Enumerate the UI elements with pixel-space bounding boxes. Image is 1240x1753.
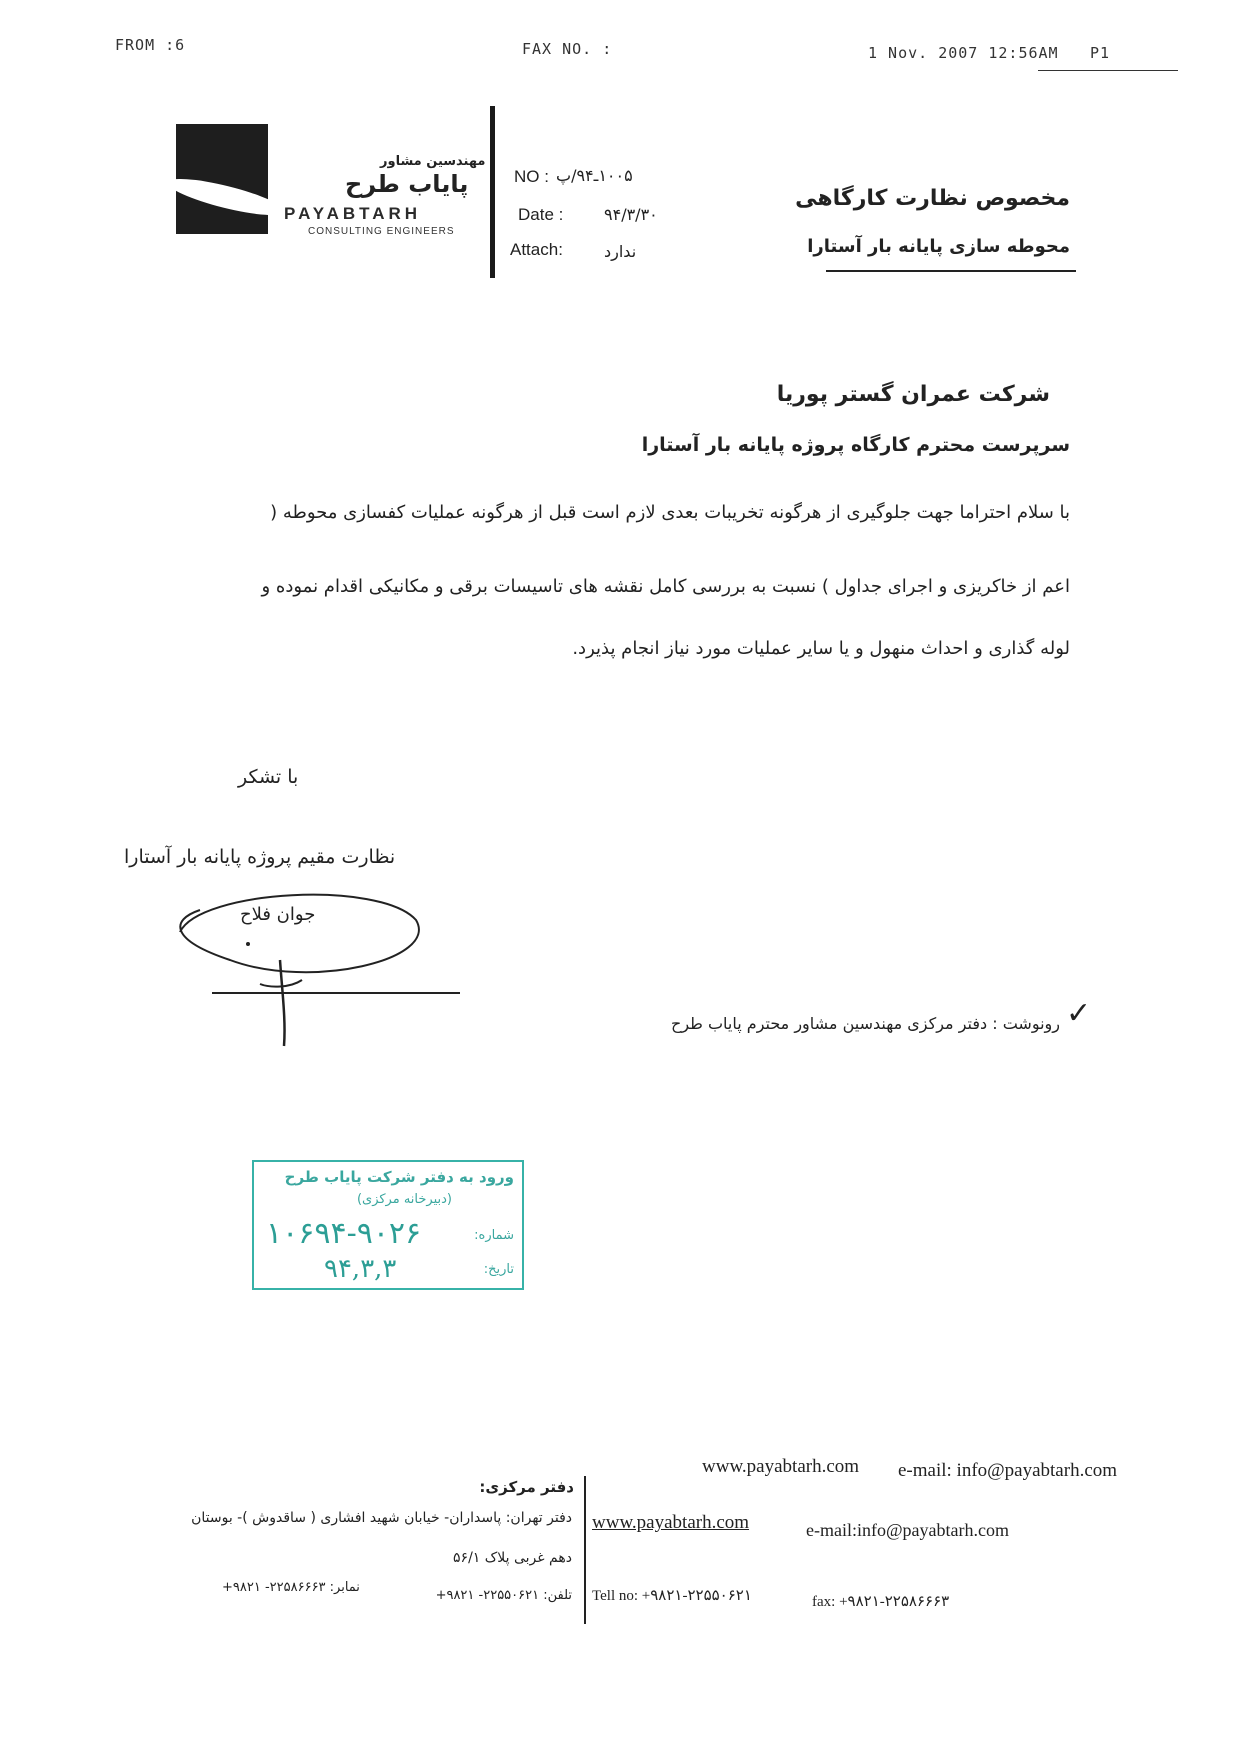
classification-underline [826, 270, 1076, 272]
ref-date-label: Date : [518, 205, 564, 224]
stamp-date-label: تاریخ: [483, 1262, 514, 1277]
fax-number: FAX NO. : [522, 40, 613, 58]
stamp-subtitle: (دبیرخانه مرکزی) [356, 1192, 452, 1207]
stamp-date-value: ۹۴,۳,۳ [324, 1254, 397, 1284]
logo-english-subtitle: CONSULTING ENGINEERS [308, 226, 455, 237]
stamp-number-value: ۱۰۶۹۴-۹۰۲۶ [266, 1216, 422, 1251]
ref-number-label: NO : [514, 167, 549, 186]
stamp-title: ورود به دفتر شرکت پایاب طرح [284, 1168, 514, 1186]
signature-title: نظارت مقیم پروژه پایانه بار آستارا [124, 846, 396, 868]
office-address-line-1: دفتر تهران: پاسداران- خیابان شهید افشاری ( ساقدوش )- بوستان [191, 1510, 572, 1526]
email-link-bottom[interactable]: e-mail:info@payabtarh.com [806, 1520, 1010, 1540]
checkmark-icon: ✓ [1066, 996, 1092, 1031]
header-divider [490, 106, 495, 278]
phone-english: Tell no: +۹۸۲۱-۲۲۵۵۰۶۲۱ [592, 1588, 752, 1604]
body-line-3: لوله گذاری و احداث منهول و یا سایر عملیات مورد نیاز انجام پذیرد. [572, 638, 1070, 659]
body-line-2: اعم از خاکریزی و اجرای جداول ) نسبت به بررسی کامل نقشه های تاسیسات برقی و مکانیکی اقدام نموده و [261, 576, 1070, 597]
logo-mark-icon [176, 124, 268, 234]
received-stamp [252, 1160, 524, 1290]
ref-attach-label: Attach: [510, 240, 563, 259]
fax-datetime: 1 Nov. 2007 12:56AM [868, 44, 1059, 62]
cc-text: رونوشت : دفتر مرکزی مهندسین مشاور محترم پایاب طرح [671, 1014, 1060, 1033]
fax-header-rule [1038, 70, 1178, 71]
email-link-top[interactable]: e-mail: info@payabtarh.com [898, 1460, 1118, 1481]
fax-from: FROM :6 [115, 36, 186, 54]
fax-persian: نمابر: ۲۲۵۸۶۶۶۳- ۹۸۲۱+ [222, 1580, 360, 1595]
logo-persian-name: پایاب طرح [345, 170, 469, 198]
signer-name: جوان فلاح [240, 904, 316, 925]
addressee-company: شرکت عمران گستر پوریا [776, 382, 1050, 407]
body-line-1: با سلام احتراما جهت جلوگیری از هرگونه تخریبات بعدی لازم است قبل از هرگونه عملیات کفسازی محوطه ( [270, 502, 1070, 523]
stamp-number-label: شماره: [474, 1228, 514, 1243]
phone-persian: تلفن: ۲۲۵۵۰۶۲۱- ۹۸۲۱+ [435, 1588, 572, 1603]
logo-english-name: PAYABTARH [284, 204, 422, 223]
office-address-line-2: دهم غربی پلاک ۵۶/۱ [453, 1550, 572, 1566]
classification-project: محوطه سازی پایانه بار آستارا [807, 236, 1070, 257]
addressee-recipient: سرپرست محترم کارگاه پروژه پایانه بار آستارا [641, 434, 1070, 456]
website-link-bottom[interactable]: www.payabtarh.com [592, 1512, 750, 1533]
footer-divider [584, 1476, 586, 1624]
website-link-top[interactable]: www.payabtarh.com [702, 1456, 860, 1477]
fax-page: P1 [1090, 44, 1111, 62]
closing-text: با تشکر [238, 766, 299, 788]
fax-english: fax: +۹۸۲۱-۲۲۵۸۶۶۶۳ [812, 1594, 950, 1610]
logo-persian-subtitle: مهندسین مشاور [380, 154, 486, 169]
classification-title: مخصوص نظارت کارگاهی [795, 186, 1070, 211]
ref-number-value: ۱۰۰۵ـ۹۴/پ [556, 166, 633, 185]
signature-mark [160, 880, 480, 1050]
ref-date-value: ۹۴/۳/۳۰ [604, 205, 658, 224]
office-label: دفتر مرکزی: [479, 1478, 574, 1496]
ref-attach-value: ندارد [604, 242, 637, 261]
